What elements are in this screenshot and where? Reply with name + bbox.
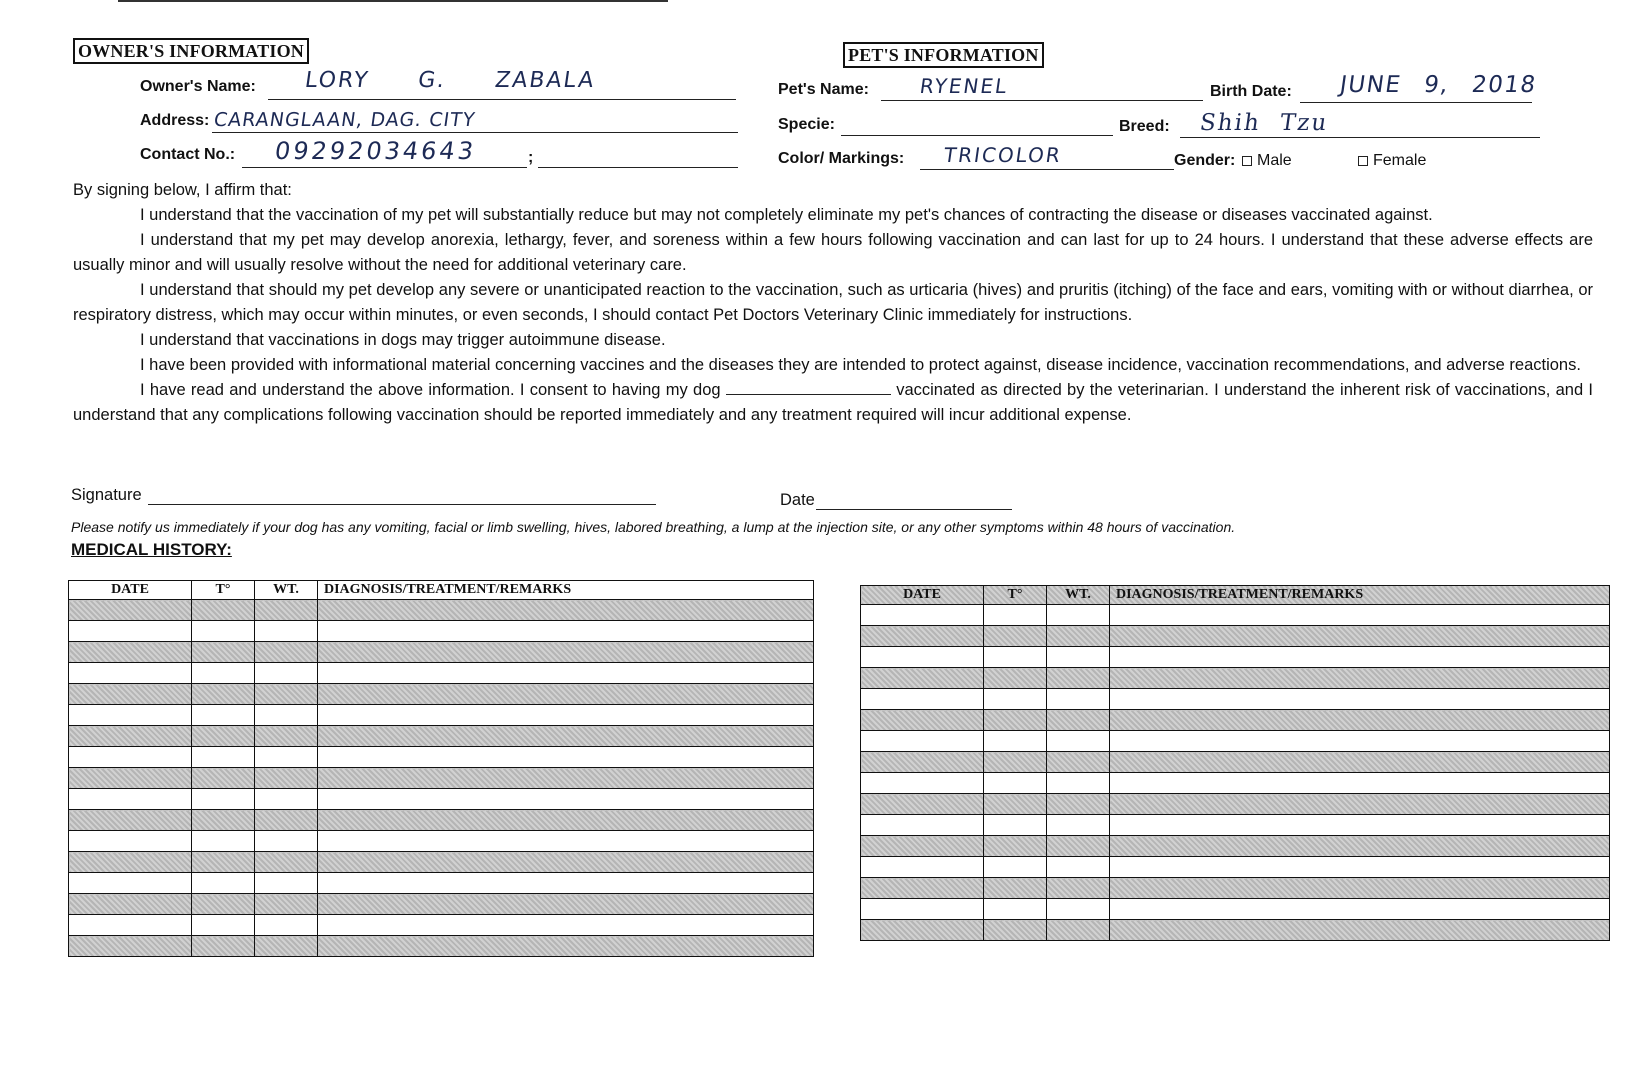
top-rule [118,0,668,2]
breed-value[interactable]: Shih Tzu [1198,110,1331,136]
date-cell[interactable] [69,684,192,705]
date-cell[interactable] [861,857,984,878]
temperature-cell[interactable] [192,768,255,789]
temperature-cell[interactable] [984,710,1047,731]
date-cell[interactable] [69,600,192,621]
gender-male-label: Male [1257,152,1292,169]
table-row [861,647,1610,668]
table-row [69,894,814,915]
table-row [69,747,814,768]
contact-separator: ; [528,149,534,166]
temperature-cell[interactable] [984,773,1047,794]
table-row [861,668,1610,689]
consent-paragraph-6a: I have read and understand the above information. I consent to having my dog [140,381,721,399]
temperature-column-header: T° [192,581,255,600]
remarks-cell[interactable] [318,726,814,747]
weight-cell[interactable] [1047,731,1110,752]
date-cell[interactable] [69,789,192,810]
date-cell[interactable] [861,815,984,836]
weight-cell[interactable] [1047,668,1110,689]
date-cell[interactable] [861,731,984,752]
temperature-cell[interactable] [192,600,255,621]
consent-intro: By signing below, I affirm that: [73,181,292,199]
temperature-cell[interactable] [984,920,1047,941]
consent-paragraph-5: I have been provided with informational material concerning vaccines and the diseases they are intended to protect against, disease incidence, vaccination recommendations, and adverse reactions. [140,356,1581,374]
remarks-cell[interactable] [1110,857,1610,878]
table-row [69,831,814,852]
weight-cell[interactable] [255,747,318,768]
temperature-cell[interactable] [984,626,1047,647]
table-row [861,899,1610,920]
remarks-cell[interactable] [318,642,814,663]
date-cell[interactable] [861,668,984,689]
weight-cell[interactable] [255,684,318,705]
date-cell[interactable] [861,752,984,773]
weight-column-header: WT. [255,581,318,600]
weight-cell[interactable] [255,894,318,915]
remarks-cell[interactable] [318,915,814,936]
temperature-cell[interactable] [984,731,1047,752]
weight-cell[interactable] [1047,857,1110,878]
weight-cell[interactable] [255,936,318,957]
weight-cell[interactable] [255,663,318,684]
date-cell[interactable] [69,936,192,957]
date-cell[interactable] [861,626,984,647]
remarks-cell[interactable] [1110,878,1610,899]
remarks-cell[interactable] [318,621,814,642]
weight-cell[interactable] [1047,920,1110,941]
date-cell[interactable] [69,621,192,642]
consent-text [73,178,1593,428]
birth-date-value[interactable]: JUNE 9, 2018 [1338,72,1539,98]
date-cell[interactable] [69,831,192,852]
temperature-cell[interactable] [984,836,1047,857]
consent-paragraph-4: I understand that vaccinations in dogs may trigger autoimmune disease. [140,331,666,349]
date-cell[interactable] [69,810,192,831]
date-cell[interactable] [861,920,984,941]
weight-cell[interactable] [255,810,318,831]
male-checkbox[interactable] [1242,156,1252,166]
remarks-cell[interactable] [1110,668,1610,689]
table-row [861,836,1610,857]
table-row [861,794,1610,815]
temperature-cell[interactable] [984,794,1047,815]
remarks-cell[interactable] [318,894,814,915]
remarks-cell[interactable] [1110,689,1610,710]
remarks-column-header: DIAGNOSIS/TREATMENT/REMARKS [318,581,814,600]
pet-name-value[interactable]: RYENEL [918,74,1010,98]
date-cell[interactable] [861,878,984,899]
remarks-cell[interactable] [1110,605,1610,626]
medical-history-title: MEDICAL HISTORY: [71,540,232,559]
table-row [69,684,814,705]
weight-cell[interactable] [1047,836,1110,857]
temperature-cell[interactable] [984,647,1047,668]
signature-label: Signature [71,486,142,504]
temperature-cell[interactable] [984,857,1047,878]
remarks-cell[interactable] [318,810,814,831]
date-cell[interactable] [69,726,192,747]
remarks-cell[interactable] [1110,626,1610,647]
medical-history-table-left [68,580,814,957]
weight-cell[interactable] [255,789,318,810]
weight-cell[interactable] [255,768,318,789]
table-row [861,920,1610,941]
color-markings-line [920,169,1174,170]
remarks-cell[interactable] [1110,752,1610,773]
owner-name-label: Owner's Name: [140,78,256,95]
weight-cell[interactable] [255,831,318,852]
remarks-cell[interactable] [1110,710,1610,731]
specie-label: Specie: [778,116,835,133]
female-checkbox[interactable] [1358,156,1368,166]
table-header-row [69,581,814,600]
table-row [861,605,1610,626]
weight-cell[interactable] [255,915,318,936]
remarks-cell[interactable] [318,768,814,789]
date-cell[interactable] [69,915,192,936]
temperature-cell[interactable] [984,899,1047,920]
weight-cell[interactable] [255,642,318,663]
address-value[interactable]: CARANGLAAN, DAG. CITY [212,109,477,131]
table-row [861,626,1610,647]
weight-cell[interactable] [1047,794,1110,815]
table-row [69,789,814,810]
signature-line[interactable] [148,504,656,505]
birth-date-label: Birth Date: [1210,83,1292,100]
date-cell[interactable] [69,705,192,726]
table-row [69,642,814,663]
date-column-header: DATE [69,581,192,600]
date-column-header: DATE [861,586,984,605]
date-line[interactable] [816,509,1012,510]
consent-paragraph-2: I understand that my pet may develop anorexia, lethargy, fever, and soreness within a few hours following vaccination and can last for up to 24 hours. I understand that these adverse effects are usually minor and will usually resolve without the need for additional veterinary care. [73,231,1593,274]
breed-line [1180,137,1540,138]
weight-cell[interactable] [255,852,318,873]
date-cell[interactable] [861,647,984,668]
weight-cell[interactable] [1047,773,1110,794]
weight-cell[interactable] [1047,815,1110,836]
table-row [69,600,814,621]
weight-cell[interactable] [1047,689,1110,710]
temperature-cell[interactable] [984,668,1047,689]
remarks-cell[interactable] [318,663,814,684]
contact-value[interactable]: 09292034643 [273,137,478,165]
temperature-cell[interactable] [192,726,255,747]
date-cell[interactable] [69,873,192,894]
table-row [861,731,1610,752]
contact-label: Contact No.: [140,146,236,163]
date-cell[interactable] [861,710,984,731]
temperature-column-header: T° [984,586,1047,605]
weight-cell[interactable] [255,873,318,894]
table-row [861,857,1610,878]
date-cell[interactable] [861,605,984,626]
remarks-cell[interactable] [1110,794,1610,815]
remarks-cell[interactable] [318,936,814,957]
temperature-cell[interactable] [984,878,1047,899]
date-cell[interactable] [861,836,984,857]
temperature-cell[interactable] [192,705,255,726]
gender-male-option[interactable] [1242,151,1292,171]
weight-cell[interactable] [1047,647,1110,668]
temperature-cell[interactable] [192,642,255,663]
table-row [69,936,814,957]
remarks-cell[interactable] [1110,920,1610,941]
temperature-cell[interactable] [192,684,255,705]
color-markings-label: Color/ Markings: [778,150,905,167]
weight-cell[interactable] [1047,752,1110,773]
weight-cell[interactable] [1047,899,1110,920]
remarks-cell[interactable] [318,684,814,705]
temperature-cell[interactable] [984,689,1047,710]
consent-paragraph-3: I understand that should my pet develop any severe or unanticipated reaction to the vaccination, such as urticaria (hives) and pruritis (itching) of the face and ears, vomiting with or without diarrhea, or respiratory distress, which may occur within minutes, or even seconds, I should contact Pet Doctors Veterinary Clinic immediately for instructions. [73,281,1593,324]
table-row [69,915,814,936]
temperature-cell[interactable] [192,915,255,936]
date-cell[interactable] [861,899,984,920]
weight-cell[interactable] [1047,710,1110,731]
date-cell[interactable] [69,663,192,684]
table-row [861,752,1610,773]
consent-paragraph-1: I understand that the vaccination of my pet will substantially reduce but may not completely eliminate my pet's chances of contracting the disease or diseases vaccinated against. [140,206,1433,224]
table-row [861,689,1610,710]
table-row [69,621,814,642]
pet-section-title: PET'S INFORMATION [843,42,1044,68]
remarks-cell[interactable] [318,789,814,810]
temperature-cell[interactable] [192,789,255,810]
contact-line-1 [242,167,527,168]
consent-paragraph-6b: vaccinated as directed by the veterinarian. I understand the inherent risk of vaccinations, and I understand that any complications following vaccination should be reported immediately and any treatment required will incur additional expense. [73,381,1593,424]
remarks-cell[interactable] [318,747,814,768]
remarks-cell[interactable] [1110,899,1610,920]
weight-cell[interactable] [255,600,318,621]
table-row [69,726,814,747]
address-label: Address: [140,112,210,129]
table-row [861,773,1610,794]
temperature-cell[interactable] [984,752,1047,773]
remarks-cell[interactable] [1110,647,1610,668]
gender-female-option[interactable] [1358,151,1426,171]
table-row [861,815,1610,836]
date-label: Date [780,491,815,509]
table-row [69,852,814,873]
date-cell[interactable] [69,768,192,789]
weight-cell[interactable] [1047,605,1110,626]
temperature-cell[interactable] [984,815,1047,836]
date-cell[interactable] [861,689,984,710]
medical-history-table-right [860,585,1610,941]
consent-paragraph-6 [73,378,1593,428]
temperature-cell[interactable] [192,831,255,852]
table-row [69,705,814,726]
temperature-cell[interactable] [192,936,255,957]
remarks-cell[interactable] [318,600,814,621]
temperature-cell[interactable] [192,663,255,684]
specie-line [841,135,1113,136]
owner-section-title: OWNER'S INFORMATION [73,38,309,64]
table-row [69,663,814,684]
remarks-cell[interactable] [318,831,814,852]
breed-label: Breed: [1119,118,1170,135]
table-row [861,710,1610,731]
aftercare-notice: Please notify us immediately if your dog has any vomiting, facial or limb swelling, hives, labored breathing, a lump at the injection site, or any other symptoms within 48 hours of vaccination. [71,519,1236,535]
date-cell[interactable] [69,852,192,873]
table-row [69,810,814,831]
temperature-cell[interactable] [192,873,255,894]
weight-cell[interactable] [255,705,318,726]
weight-column-header: WT. [1047,586,1110,605]
pet-name-label: Pet's Name: [778,81,869,98]
remarks-cell[interactable] [1110,731,1610,752]
temperature-cell[interactable] [192,621,255,642]
remarks-cell[interactable] [1110,773,1610,794]
date-cell[interactable] [69,894,192,915]
birth-date-line [1300,102,1532,103]
remarks-cell[interactable] [318,852,814,873]
table-row [69,768,814,789]
weight-cell[interactable] [1047,626,1110,647]
dog-name-blank[interactable] [726,380,891,395]
remarks-cell[interactable] [1110,815,1610,836]
temperature-cell[interactable] [192,852,255,873]
table-row [861,878,1610,899]
date-cell[interactable] [69,747,192,768]
gender-label: Gender: [1174,152,1236,169]
date-cell[interactable] [861,794,984,815]
date-cell[interactable] [861,773,984,794]
date-cell[interactable] [69,642,192,663]
table-header-row [861,586,1610,605]
table-row [69,873,814,894]
remarks-cell[interactable] [318,705,814,726]
weight-cell[interactable] [255,726,318,747]
contact-line-2 [538,167,738,168]
color-markings-value[interactable]: TRICOLOR [942,143,1064,167]
temperature-cell[interactable] [984,605,1047,626]
temperature-cell[interactable] [192,894,255,915]
owner-name-value[interactable]: LORY G. ZABALA [303,68,598,93]
remarks-cell[interactable] [318,873,814,894]
remarks-column-header: DIAGNOSIS/TREATMENT/REMARKS [1110,586,1610,605]
weight-cell[interactable] [1047,878,1110,899]
pet-name-line [881,100,1203,101]
remarks-cell[interactable] [1110,836,1610,857]
weight-cell[interactable] [255,621,318,642]
owner-name-line [268,99,736,100]
gender-female-label: Female [1373,152,1427,169]
temperature-cell[interactable] [192,747,255,768]
temperature-cell[interactable] [192,810,255,831]
